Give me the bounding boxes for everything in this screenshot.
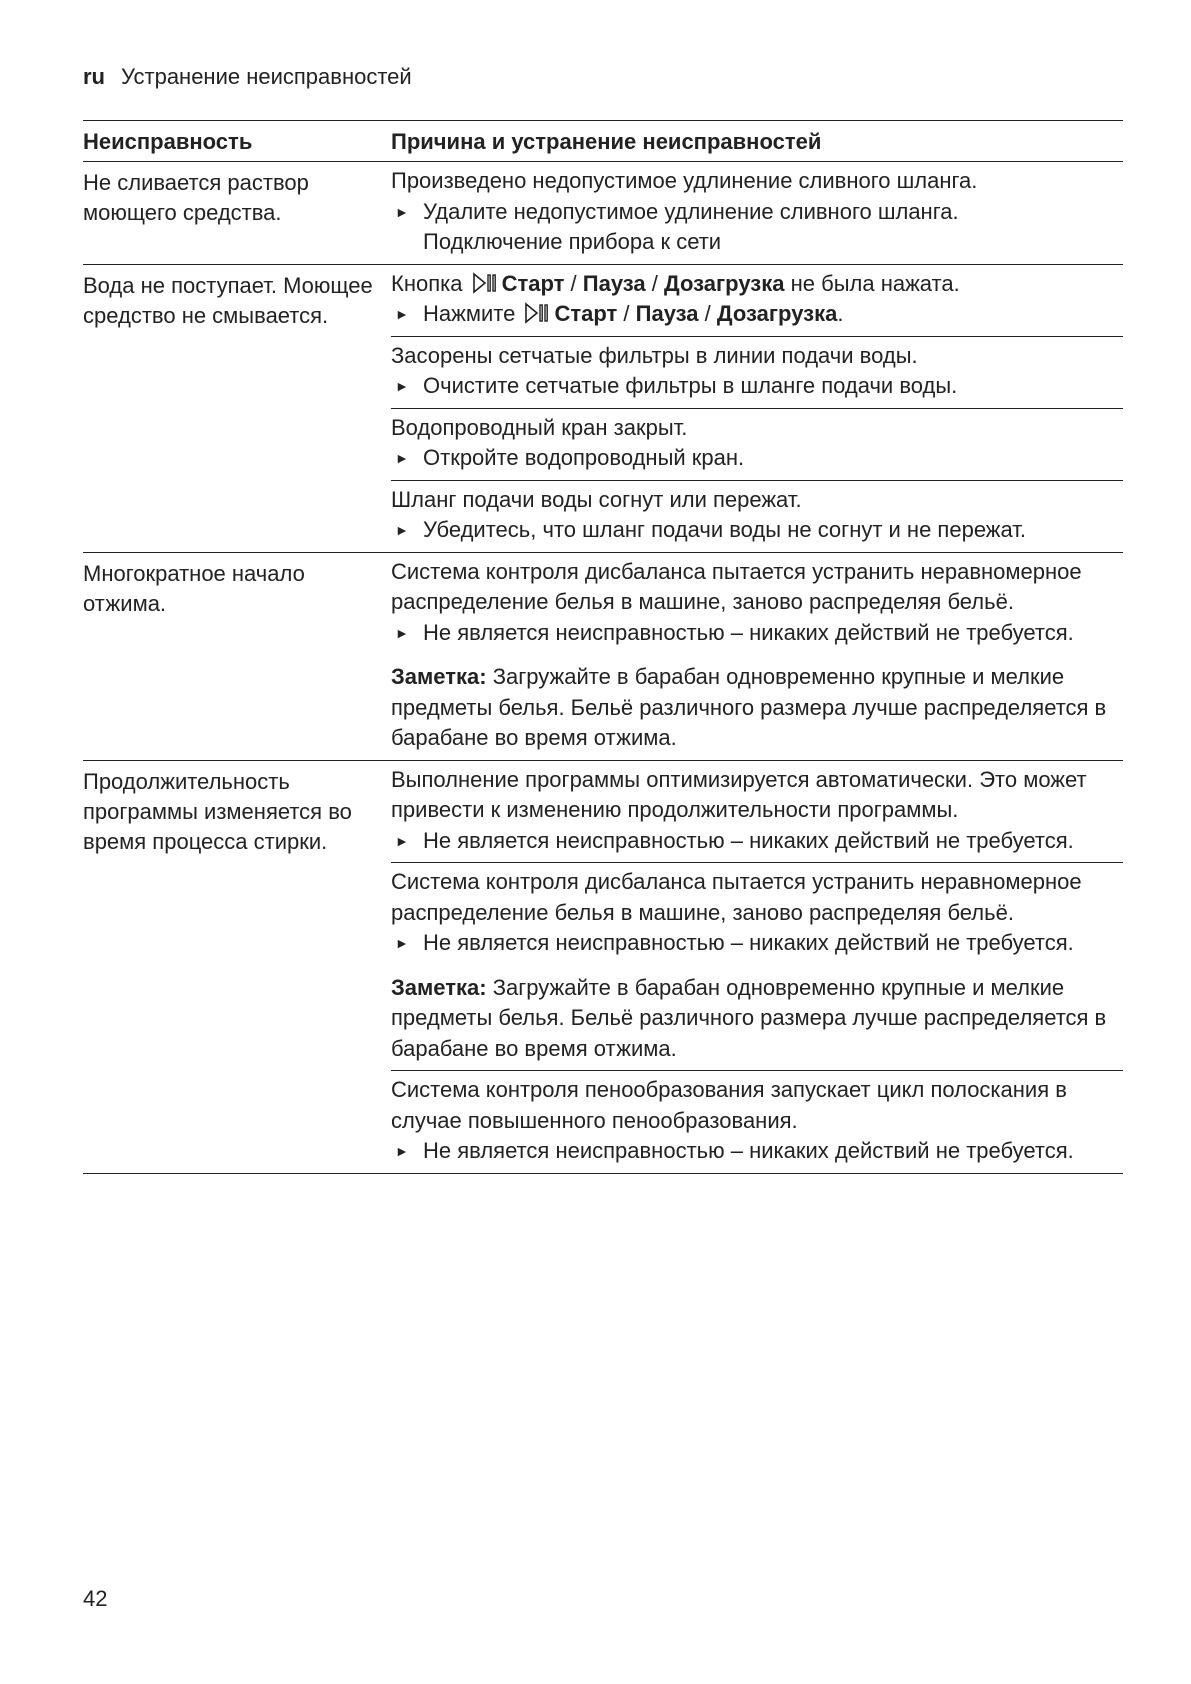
cause-block bbox=[391, 265, 1123, 336]
cause-text: Засорены сетчатые фильтры в линии подачи воды. bbox=[391, 342, 918, 368]
cause-cell bbox=[391, 162, 1123, 264]
triangle-bullet-icon: ► bbox=[395, 203, 409, 220]
col-header-fault: Неисправность bbox=[83, 129, 253, 154]
cause-block bbox=[391, 761, 1123, 863]
triangle-bullet-icon: ► bbox=[395, 522, 409, 538]
action-item bbox=[391, 197, 1123, 258]
action-item bbox=[391, 826, 1123, 857]
start-label: Старт bbox=[501, 270, 565, 296]
triangle-bullet-icon: ► bbox=[395, 832, 409, 849]
action-item bbox=[391, 928, 1123, 959]
start-label: Старт bbox=[554, 301, 618, 326]
triangle-bullet-icon: ► bbox=[395, 935, 409, 951]
action-item bbox=[391, 1136, 1123, 1167]
cause-suffix: не была нажата. bbox=[790, 270, 960, 296]
action-text: Не является неисправностью – никаких действий не требуется. bbox=[423, 619, 1074, 645]
action-item bbox=[391, 299, 1123, 330]
separator: / bbox=[570, 270, 577, 296]
start-pause-icon bbox=[524, 302, 550, 324]
note-text: Загружайте в барабан одновременно крупные и мелкие предметы белья. Бельё различного размера лучше распределяется в барабане во время отжима. bbox=[391, 974, 1107, 1061]
action-text: Очистите сетчатые фильтры в шланге подачи воды. bbox=[423, 373, 958, 398]
cause-block bbox=[391, 1070, 1123, 1173]
action-item bbox=[391, 371, 1123, 402]
fault-cell: Продолжительность программы изменяется во время процесса стирки. bbox=[83, 768, 352, 854]
note bbox=[391, 973, 1123, 1065]
action-item bbox=[391, 443, 1123, 474]
separator: / bbox=[651, 270, 658, 296]
cause-block bbox=[391, 162, 1123, 264]
table-row bbox=[83, 761, 1123, 1174]
reload-label: Дозагрузка bbox=[664, 270, 785, 296]
cause-block bbox=[391, 862, 1123, 1070]
language-code: ru bbox=[83, 64, 105, 89]
pause-label: Пауза bbox=[635, 301, 699, 326]
note-label: Заметка: bbox=[391, 974, 487, 1000]
separator: / bbox=[704, 301, 711, 326]
cause-text: Шланг подачи воды согнут или пережат. bbox=[391, 486, 802, 512]
cause-prefix: Кнопка bbox=[391, 270, 463, 296]
triangle-bullet-icon: ► bbox=[395, 450, 409, 466]
start-pause-icon bbox=[472, 272, 498, 294]
cause-cell bbox=[391, 553, 1123, 760]
cause-block bbox=[391, 408, 1123, 480]
reload-label: Дозагрузка bbox=[716, 301, 838, 326]
page-header bbox=[83, 64, 412, 90]
note bbox=[391, 662, 1123, 754]
note-label: Заметка: bbox=[391, 664, 487, 689]
col-header-cause: Причина и устранение неисправностей bbox=[391, 129, 822, 154]
cause-text: Выполнение программы оптимизируется автоматически. Это может привести к изменению продолжительности программы. bbox=[391, 766, 1087, 822]
period: . bbox=[837, 301, 844, 326]
cause-text: Система контроля дисбаланса пытается устранить неравномерное распределение белья в машине, заново распределяя бельё. bbox=[391, 869, 1082, 925]
triangle-bullet-icon: ► bbox=[395, 624, 409, 641]
separator: / bbox=[623, 301, 630, 326]
triangle-bullet-icon: ► bbox=[395, 306, 409, 322]
note-text: Загружайте в барабан одновременно крупные и мелкие предметы белья. Бельё различного размера лучше распределяется в барабане во время отжима. bbox=[391, 664, 1107, 750]
cause-text: Водопроводный кран закрыт. bbox=[391, 414, 688, 440]
action-text: Не является неисправностью – никаких действий не требуется. bbox=[423, 930, 1074, 955]
troubleshooting-table bbox=[83, 120, 1123, 1174]
fault-cell: Не сливается раствор моющего средства. bbox=[83, 170, 309, 225]
fault-cell: Вода не поступает. Моющее средство не смывается. bbox=[83, 272, 373, 328]
action-text: Откройте водопроводный кран. bbox=[423, 445, 745, 470]
cause-text bbox=[391, 269, 1123, 300]
action-text: Не является неисправностью – никаких действий не требуется. bbox=[423, 1138, 1074, 1163]
cause-cell bbox=[391, 761, 1123, 1173]
action-item bbox=[391, 618, 1123, 649]
cause-block bbox=[391, 336, 1123, 408]
fault-cell: Многократное начало отжима. bbox=[83, 560, 305, 616]
action-text-2: Подключение прибора к сети bbox=[423, 229, 722, 254]
section-title: Устранение неисправностей bbox=[121, 64, 412, 89]
triangle-bullet-icon: ► bbox=[395, 378, 409, 394]
cause-text: Система контроля пенообразования запускает цикл полоскания в случае повышенного пенообразования. bbox=[391, 1077, 1067, 1133]
cause-cell bbox=[391, 265, 1123, 552]
cause-text: Произведено недопустимое удлинение сливного шланга. bbox=[391, 168, 978, 193]
cause-block bbox=[391, 480, 1123, 552]
action-text: Удалите недопустимое удлинение сливного шланга. bbox=[423, 198, 959, 224]
table-header bbox=[83, 120, 1123, 162]
action-item bbox=[391, 515, 1123, 546]
triangle-bullet-icon: ► bbox=[395, 1143, 409, 1159]
action-text: Не является неисправностью – никаких действий не требуется. bbox=[423, 827, 1074, 853]
table-row bbox=[83, 265, 1123, 553]
action-prefix: Нажмите bbox=[423, 301, 516, 326]
cause-block bbox=[391, 553, 1123, 760]
action-text: Убедитесь, что шланг подачи воды не согнут и не пережат. bbox=[423, 517, 1027, 542]
table-row bbox=[83, 553, 1123, 761]
pause-label: Пауза bbox=[582, 270, 646, 296]
cause-text: Система контроля дисбаланса пытается устранить неравномерное распределение белья в машине, заново распределяя бельё. bbox=[391, 558, 1082, 614]
table-row bbox=[83, 162, 1123, 265]
page-number: 42 bbox=[83, 1586, 108, 1611]
